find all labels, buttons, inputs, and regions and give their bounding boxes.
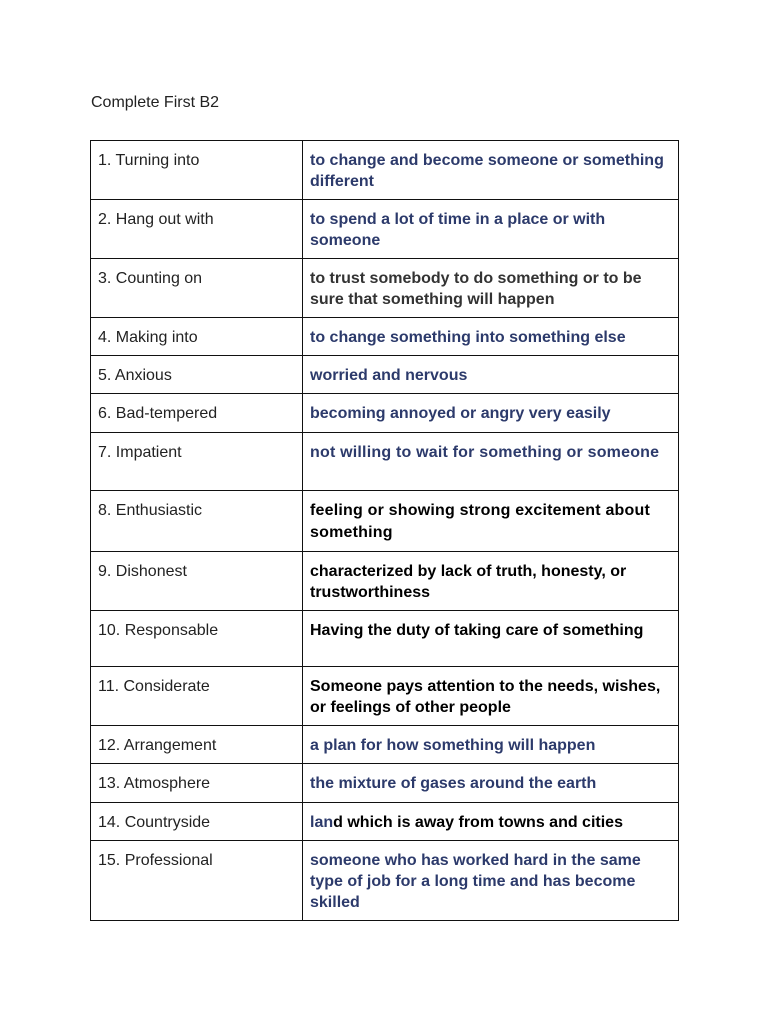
table-row [91,552,679,611]
term-cell: 4. Making into [91,318,303,356]
term-cell: 6. Bad-tempered [91,394,303,433]
definition-cell [303,803,679,841]
table-row [91,841,679,921]
definition-cell: the mixture of gases around the earth [303,764,679,803]
table-row [91,764,679,803]
definition-cell: to change something into something else [303,318,679,356]
table-row [91,803,679,841]
definition-cell: worried and nervous [303,356,679,394]
table-row [91,394,679,433]
definition-cell: to spend a lot of time in a place or with someone [303,200,679,259]
definition-cell: Someone pays attention to the needs, wishes, or feelings of other people [303,667,679,726]
term-cell: 8. Enthusiastic [91,491,303,552]
document-title: Complete First B2 [91,94,220,111]
table-row [91,611,679,667]
definition-cell: to trust somebody to do something or to be sure that something will happen [303,259,679,318]
table-row [91,491,679,552]
table-row [91,259,679,318]
definition-cell: a plan for how something will happen [303,726,679,764]
definition-cell: to change and become someone or something different [303,141,679,200]
term-cell: 2. Hang out with [91,200,303,259]
term-cell: 7. Impatient [91,433,303,491]
table-row [91,356,679,394]
term-cell: 13. Atmosphere [91,764,303,803]
definition-cell: not willing to wait for something or someone [303,433,679,491]
definition-cell: someone who has worked hard in the same type of job for a long time and has become skilled [303,841,679,921]
table-row [91,200,679,259]
term-cell: 9. Dishonest [91,552,303,611]
table-row [91,141,679,200]
term-cell: 5. Anxious [91,356,303,394]
definition-cell: characterized by lack of truth, honesty, or trustworthiness [303,552,679,611]
term-cell: 3. Counting on [91,259,303,318]
table-row [91,433,679,491]
term-cell: 1. Turning into [91,141,303,200]
definition-prefix: lan [310,814,334,831]
term-cell: 15. Professional [91,841,303,921]
definition-cell: becoming annoyed or angry very easily [303,394,679,433]
term-cell: 10. Responsable [91,611,303,667]
term-cell: 11. Considerate [91,667,303,726]
definition-cell: Having the duty of taking care of something [303,611,679,667]
vocabulary-table [90,140,679,921]
table-row [91,318,679,356]
table-row [91,667,679,726]
table-row [91,726,679,764]
definition-cell: feeling or showing strong excitement about something [303,491,679,552]
term-cell: 14. Countryside [91,803,303,841]
definition-text: d which is away from towns and cities [333,814,623,831]
term-cell: 12. Arrangement [91,726,303,764]
